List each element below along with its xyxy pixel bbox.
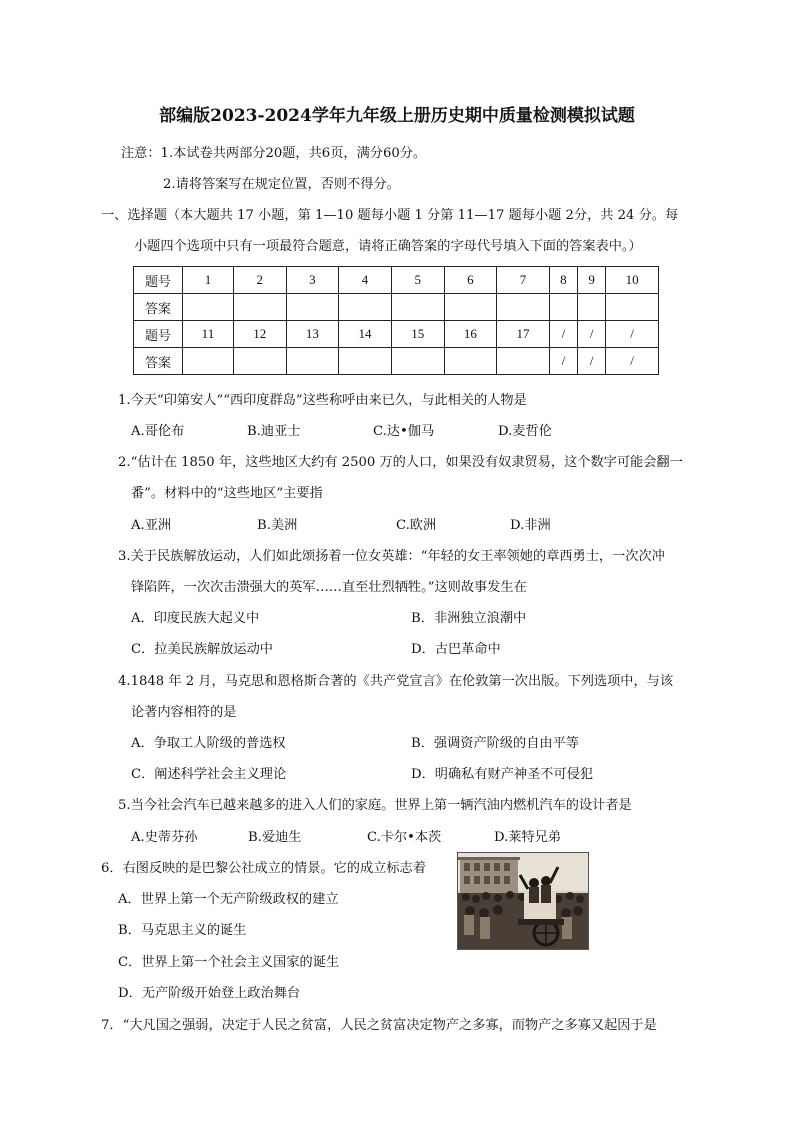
q4-option-a: A．争取工人阶级的普选权 [131, 736, 286, 751]
q2-option-a: A.亚洲 [131, 518, 172, 533]
table-cell: 8 [549, 267, 577, 294]
q5-stem: 5.当今社会汽车已越来越多的进入人们的家庭。世界上第一辆汽油内燃机汽车的设计者是 [118, 798, 632, 813]
table-cell: 16 [444, 321, 497, 348]
table-row [134, 294, 659, 321]
section-1-instructions: 小题四个选项中只有一项最符合题意，请将正确答案的字母代号填入下面的答案表中。） [134, 239, 642, 254]
answer-cell[interactable] [497, 348, 550, 375]
answer-cell[interactable] [233, 348, 286, 375]
q4-option-d: D．明确私有财产神圣不可侵犯 [411, 767, 594, 782]
answer-cell[interactable] [444, 348, 497, 375]
table-cell: / [578, 321, 606, 348]
answer-cell[interactable] [391, 294, 444, 321]
q1-option-a: A.哥伦布 [131, 424, 185, 439]
q2-stem-line1: 2.“估计在 1850 年，这些地区大约有 2500 万的人口，如果没有奴隶贸易，这个数字可能会翻一 [118, 455, 683, 470]
section-1-heading: 一、选择题（本大题共 17 小题，第 1—10 题每小题 1 分第 11—17 题每小题 2分，共 24 分。每 [101, 208, 679, 223]
q3-option-b: B．非洲独立浪潮中 [411, 611, 527, 626]
table-cell: 10 [606, 267, 659, 294]
q1-option-b: B.迪亚士 [247, 424, 301, 439]
table-cell: 13 [286, 321, 339, 348]
q4-stem-line2: 论著内容相符的是 [131, 705, 237, 720]
q1-stem: 1.今天“印第安人”“西印度群岛”这些称呼由来已久，与此相关的人物是 [118, 393, 527, 408]
answer-table [133, 266, 659, 375]
answer-cell[interactable] [497, 294, 550, 321]
answer-cell[interactable] [391, 348, 444, 375]
table-cell: 11 [183, 321, 234, 348]
table-cell: 14 [339, 321, 392, 348]
answer-cell[interactable] [549, 294, 577, 321]
q6-stem: 6．右图反映的是巴黎公社成立的情景。它的成立标志着 [101, 861, 426, 876]
q4-option-b: B．强调资产阶级的自由平等 [411, 736, 579, 751]
q7-stem: 7．“大凡国之强弱，决定于人民之贫富，人民之贫富决定物产之多寡，而物产之多寡又起因于是 [101, 1018, 657, 1033]
table-cell: 3 [286, 267, 339, 294]
answer-cell[interactable] [183, 294, 234, 321]
q3-stem-line2: 锋陷阵，一次次击溃强大的英军……直至壮烈牺牲。”这则故事发生在 [131, 580, 527, 595]
table-cell: 15 [391, 321, 444, 348]
note-1: 注意：1.本试卷共两部分20题，共6页，满分60分。 [121, 146, 427, 161]
table-row [134, 348, 659, 375]
table-cell: / [549, 348, 577, 375]
table-cell: 5 [391, 267, 444, 294]
q3-option-a: A．印度民族大起义中 [131, 611, 260, 626]
q1-option-c: C.达•伽马 [373, 424, 435, 439]
table-cell: 1 [183, 267, 234, 294]
q2-option-c: C.欧洲 [396, 518, 437, 533]
q6-option-b: B．马克思主义的诞生 [118, 923, 247, 938]
table-cell: / [606, 348, 659, 375]
paris-commune-image [457, 852, 589, 950]
table-cell: 题号 [134, 267, 183, 294]
table-cell: 12 [233, 321, 286, 348]
answer-cell[interactable] [286, 348, 339, 375]
table-cell: 9 [578, 267, 606, 294]
q5-option-c: C.卡尔•本茨 [367, 830, 442, 845]
q5-option-d: D.莱特兄弟 [494, 830, 562, 845]
table-row [134, 321, 659, 348]
q3-option-c: C．拉美民族解放运动中 [131, 642, 273, 657]
q6-option-d: D．无产阶级开始登上政治舞台 [118, 986, 301, 1001]
q1-option-d: D.麦哲伦 [498, 424, 552, 439]
answer-cell[interactable] [606, 294, 659, 321]
table-cell: 7 [497, 267, 550, 294]
answer-cell[interactable] [183, 348, 234, 375]
table-cell: / [549, 321, 577, 348]
note-2: 2.请将答案写在规定位置，否则不得分。 [163, 177, 400, 192]
table-cell: 题号 [134, 321, 183, 348]
answer-cell[interactable] [339, 348, 392, 375]
table-cell: 17 [497, 321, 550, 348]
q5-option-b: B.爱迪生 [248, 830, 302, 845]
answer-cell[interactable] [233, 294, 286, 321]
table-cell: 4 [339, 267, 392, 294]
table-cell: 6 [444, 267, 497, 294]
table-cell: 答案 [134, 294, 183, 321]
q6-option-c: C．世界上第一个社会主义国家的诞生 [118, 955, 340, 970]
q4-option-c: C．阐述科学社会主义理论 [131, 767, 287, 782]
table-cell: / [606, 321, 659, 348]
q2-stem-line2: 番”。材料中的“这些地区”主要指 [131, 486, 323, 501]
q5-option-a: A.史蒂芬孙 [131, 830, 198, 845]
table-cell: 2 [233, 267, 286, 294]
answer-cell[interactable] [444, 294, 497, 321]
table-row [134, 267, 659, 294]
answer-cell[interactable] [578, 294, 606, 321]
q4-stem-line1: 4.1848 年 2 月，马克思和恩格斯合著的《共产党宣言》在伦敦第一次出版。下列选项中，与该 [118, 674, 674, 689]
q2-option-b: B.美洲 [257, 518, 298, 533]
q3-option-d: D．古巴革命中 [411, 642, 501, 657]
q2-option-d: D.非洲 [510, 518, 551, 533]
answer-cell[interactable] [339, 294, 392, 321]
q3-stem-line1: 3.关于民族解放运动，人们如此颂扬着一位女英雄：“年轻的女王率领她的章西勇士，一次次冲 [118, 549, 665, 564]
table-cell: / [578, 348, 606, 375]
page-title: 部编版2023-2024学年九年级上册历史期中质量检测模拟试题 [159, 106, 635, 126]
table-cell: 答案 [134, 348, 183, 375]
q6-option-a: A．世界上第一个无产阶级政权的建立 [118, 892, 339, 907]
answer-cell[interactable] [286, 294, 339, 321]
